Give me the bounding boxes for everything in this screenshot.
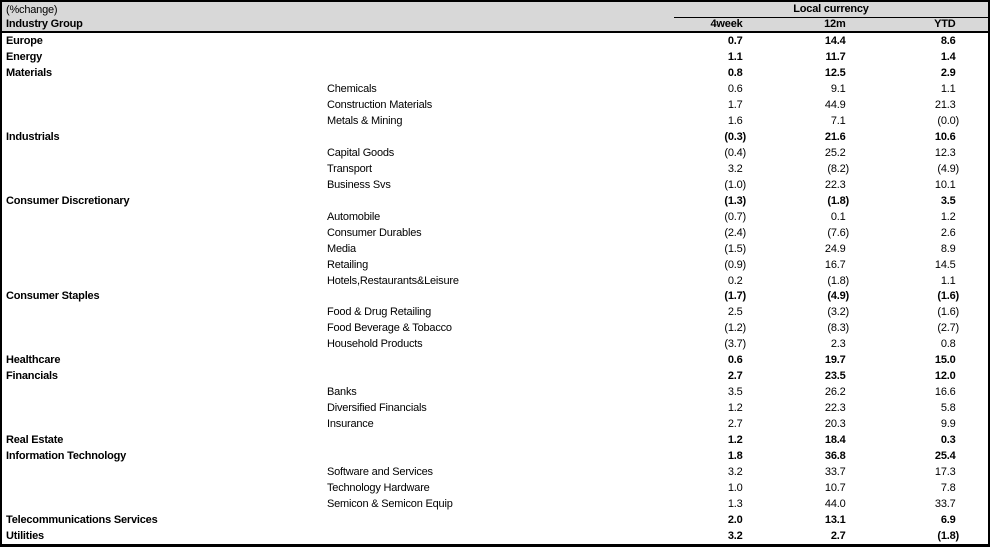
sub-industry-label: Automobile [327,210,381,223]
value-ytd: 5.8 [940,402,956,415]
industry-group-label: Energy [6,50,43,63]
industry-group-label: Telecommunications Services [6,514,158,527]
value-ytd: 8.9 [940,242,956,255]
value-12m: 0.1 [830,210,846,223]
value-4week: 1.6 [727,114,743,127]
value-12m: (8.3) [827,322,849,335]
value-4week: 0.8 [727,66,743,79]
sub-industry-label: Transport [327,162,372,175]
table-row [2,209,988,225]
sub-industry-label: Insurance [327,418,374,431]
sub-industry-label: Retailing [327,258,369,271]
value-4week: (3.7) [724,338,746,351]
value-ytd: 8.6 [940,34,956,47]
value-12m: 33.7 [824,466,846,479]
value-4week: 1.1 [727,50,743,63]
value-ytd: 1.1 [940,274,956,287]
value-ytd: 10.6 [934,130,956,143]
sub-industry-label: Semicon & Semicon Equip [327,498,453,511]
sub-industry-label: Banks [327,386,357,399]
value-4week: (1.0) [724,178,746,191]
table-row [2,368,988,384]
value-12m: (1.8) [827,274,849,287]
value-12m: (1.8) [827,194,849,207]
value-ytd: 16.6 [934,386,956,399]
table-row [2,416,988,432]
col-header-4week [674,18,746,31]
table-header [2,2,988,33]
value-4week: 3.5 [727,386,743,399]
table-row [2,177,988,193]
value-12m: 22.3 [824,402,846,415]
value-12m: 23.5 [824,370,846,383]
table-row [2,432,988,448]
value-4week: 1.2 [727,402,743,415]
value-ytd: 1.4 [940,50,956,63]
value-12m: 21.6 [824,130,846,143]
table-row [2,161,988,177]
sub-industry-label: Diversified Financials [327,402,427,415]
table-row [2,464,988,480]
value-4week: 2.0 [727,514,743,527]
table-row [2,528,988,544]
table-row [2,193,988,209]
value-ytd: (1.6) [937,306,959,319]
value-12m: 12.5 [824,66,846,79]
value-ytd: 25.4 [934,450,956,463]
value-4week: 2.5 [727,306,743,319]
value-4week: 3.2 [727,530,743,543]
value-4week: 2.7 [727,418,743,431]
value-4week: (0.7) [724,210,746,223]
value-12m: (8.2) [827,162,849,175]
sub-industry-label: Hotels,Restaurants&Leisure [327,274,459,287]
table-row [2,336,988,352]
value-4week: (1.3) [724,194,746,207]
col-header-4week-label: 4week [710,18,743,30]
value-ytd: (1.6) [937,290,959,303]
value-ytd: (2.7) [937,322,959,335]
value-12m: (7.6) [827,226,849,239]
value-12m: 9.1 [830,82,846,95]
industry-group-label: Materials [6,66,52,79]
value-ytd: 17.3 [934,466,956,479]
value-ytd: 2.6 [940,226,956,239]
value-12m: 19.7 [824,354,846,367]
value-4week: 0.2 [727,274,743,287]
value-12m: 44.9 [824,98,846,111]
value-12m: 25.2 [824,146,846,159]
value-ytd: (0.0) [937,114,959,127]
col-header-12m-label: 12m [824,18,846,30]
value-12m: 44.0 [824,498,846,511]
value-12m: (4.9) [827,290,849,303]
local-currency-header: Local currency [674,2,988,18]
value-12m: 20.3 [824,418,846,431]
value-12m: 10.7 [824,482,846,495]
sub-industry-label: Consumer Durables [327,226,422,239]
table-row [2,145,988,161]
value-ytd: 14.5 [934,258,956,271]
sub-industry-label: Metals & Mining [327,114,403,127]
value-12m: (3.2) [827,306,849,319]
value-12m: 2.3 [830,338,846,351]
sub-industry-label: Construction Materials [327,98,433,111]
table-row [2,241,988,257]
value-4week: (1.5) [724,242,746,255]
value-4week: (0.4) [724,146,746,159]
value-4week: 1.8 [727,450,743,463]
value-4week: 1.3 [727,498,743,511]
value-ytd: 0.8 [940,338,956,351]
sub-industry-label: Household Products [327,338,423,351]
industry-group-label: Healthcare [6,354,61,367]
value-4week: (0.3) [724,130,746,143]
value-4week: 0.6 [727,82,743,95]
table-row [2,496,988,512]
value-ytd: 12.3 [934,146,956,159]
table-row [2,480,988,496]
table-row [2,225,988,241]
value-12m: 2.7 [830,530,846,543]
table-row [2,33,988,49]
industry-group-label: Consumer Staples [6,290,100,303]
value-ytd: 1.1 [940,82,956,95]
table-row [2,448,988,464]
value-12m: 16.7 [824,258,846,271]
value-12m: 22.3 [824,178,846,191]
value-ytd: 7.8 [940,482,956,495]
value-ytd: 10.1 [934,178,956,191]
value-4week: 1.7 [727,98,743,111]
sub-industry-label: Media [327,242,356,255]
value-4week: 1.2 [727,434,743,447]
table-row [2,97,988,113]
sub-industry-label: Capital Goods [327,146,395,159]
table-row [2,320,988,336]
sub-industry-label: Food & Drug Retailing [327,306,432,319]
sub-industry-label: Chemicals [327,82,377,95]
value-ytd: 2.9 [940,66,956,79]
value-ytd: 9.9 [940,418,956,431]
table-row [2,352,988,368]
industry-group-label: Utilities [6,530,44,543]
value-4week: 0.6 [727,354,743,367]
value-4week: 0.7 [727,34,743,47]
value-4week: 1.0 [727,482,743,495]
value-12m: 11.7 [825,50,846,63]
value-ytd: (4.9) [937,162,959,175]
value-4week: (1.7) [724,290,746,303]
sub-industry-label: Food Beverage & Tobacco [327,322,452,335]
value-4week: 3.2 [727,162,743,175]
table-row [2,113,988,129]
table-row [2,65,988,81]
industry-group-label: Information Technology [6,450,127,463]
value-12m: 36.8 [824,450,846,463]
value-12m: 14.4 [824,34,846,47]
value-12m: 24.9 [824,242,846,255]
industry-group-label: Europe [6,34,43,47]
col-header-12m [746,18,849,31]
table-row [2,49,988,65]
percent-change-label: (%change) [6,4,58,16]
value-ytd: 3.5 [940,194,956,207]
value-ytd: 6.9 [940,514,956,527]
industry-group-label: Financials [6,370,58,383]
industry-group-label: Industrials [6,130,60,143]
value-12m: 26.2 [824,386,846,399]
value-ytd: 1.2 [940,210,956,223]
value-ytd: 0.3 [940,434,956,447]
value-4week: 2.7 [727,370,743,383]
sub-industry-label: Business Svs [327,178,391,191]
industry-group-header: Industry Group [6,18,83,30]
table-body [2,33,988,544]
value-4week: 3.2 [727,466,743,479]
value-12m: 7.1 [830,114,846,127]
value-4week: (0.9) [724,258,746,271]
sub-industry-label: Software and Services [327,466,433,479]
table-row [2,129,988,145]
value-12m: 13.1 [824,514,846,527]
table-row [2,384,988,400]
table-row [2,512,988,528]
value-ytd: 12.0 [934,370,956,383]
table-row [2,400,988,416]
table-row [2,304,988,320]
table-row [2,273,988,289]
table-row [2,289,988,305]
table-row [2,81,988,97]
sub-industry-label: Technology Hardware [327,482,430,495]
industry-group-label: Real Estate [6,434,64,447]
table-row [2,257,988,273]
value-ytd: 21.3 [934,98,956,111]
col-header-ytd-label: YTD [934,18,956,30]
value-ytd: 33.7 [934,498,956,511]
industry-group-label: Consumer Discretionary [6,194,130,207]
value-12m: 18.4 [824,434,846,447]
value-ytd: 15.0 [934,354,956,367]
value-4week: (1.2) [724,322,746,335]
value-4week: (2.4) [724,226,746,239]
value-ytd: (1.8) [937,530,959,543]
col-header-ytd [849,18,959,31]
